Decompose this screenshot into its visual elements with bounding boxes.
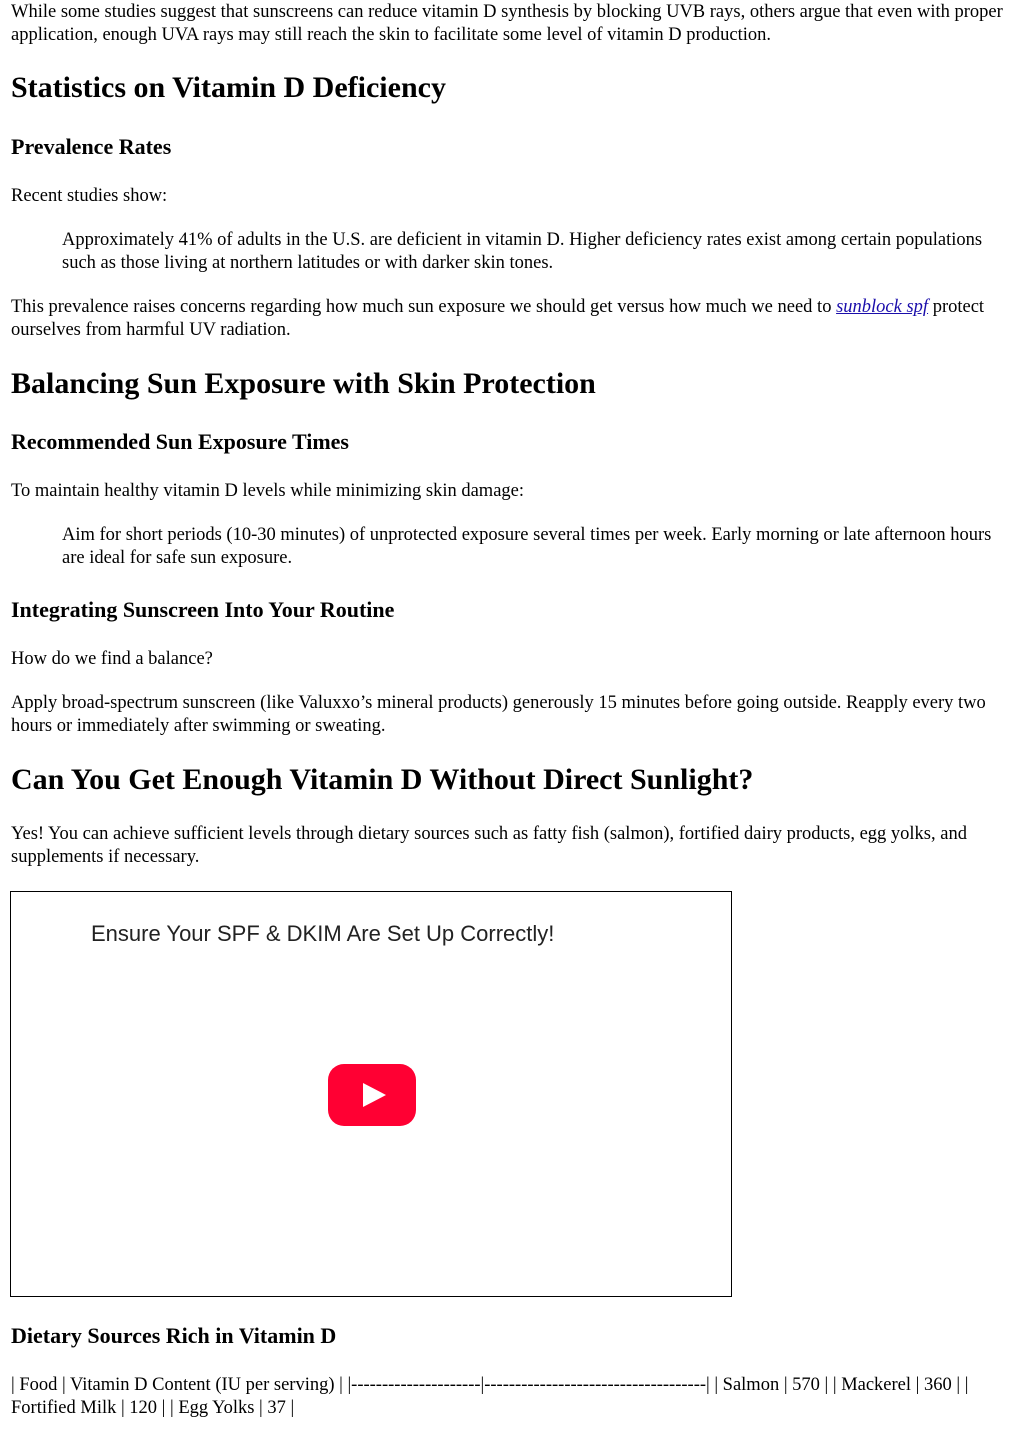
youtube-play-icon[interactable] xyxy=(328,1064,416,1126)
paragraph-prevalence-concerns xyxy=(11,296,1013,342)
play-button-graphic xyxy=(328,1064,416,1126)
lead-maintain-levels: To maintain healthy vitamin D levels while minimizing skin damage: xyxy=(11,481,525,501)
subheading-integrating-sunscreen: Integrating Sunscreen Into Your Routine xyxy=(11,597,395,622)
video-title[interactable]: Ensure Your SPF & DKIM Are Set Up Correctly! xyxy=(91,921,555,946)
heading-without-sunlight: Can You Get Enough Vitamin D Without Direct Sunlight? xyxy=(11,763,754,796)
lead-recent-studies: Recent studies show: xyxy=(11,186,168,206)
video-embed[interactable] xyxy=(10,891,732,1297)
subheading-prevalence: Prevalence Rates xyxy=(11,134,172,159)
heading-balancing: Balancing Sun Exposure with Skin Protection xyxy=(11,367,596,400)
paragraph-dietary-sources: Yes! You can achieve sufficient levels through dietary sources such as fatty fish (salmon), fortified dairy products, egg yolks, and supplements if necessary. xyxy=(11,824,967,867)
sunblock-spf-link[interactable]: sunblock spf xyxy=(836,297,929,317)
paragraph-text-after-link: protect ourselves from harmful UV radiation. xyxy=(11,297,985,340)
subheading-dietary-sources: Dietary Sources Rich in Vitamin D xyxy=(11,1323,337,1348)
blockquote-prevalence: Approximately 41% of adults in the U.S. are deficient in vitamin D. Higher deficiency rates exist among certain populations such as those living at northern latitudes or with darker skin tones. xyxy=(62,230,983,273)
subheading-recommended-times: Recommended Sun Exposure Times xyxy=(11,429,349,454)
blockquote-exposure-times: Aim for short periods (10-30 minutes) of unprotected exposure several times per week. Early morning or late afternoon hours are ideal for safe sun exposure. xyxy=(62,525,992,568)
lead-find-balance: How do we find a balance? xyxy=(11,649,213,669)
table-text: | Food | Vitamin D Content (IU per serving) | |---------------------|------------------------------------| | Salmon | 570 | | Mackerel | 360 | | Fortified Milk | 120 | | Egg Yolks | 37 | xyxy=(11,1375,969,1418)
intro-paragraph: While some studies suggest that sunscreens can reduce vitamin D synthesis by blocking UVB rays, others argue that even with proper application, enough UVA rays may still reach the skin to facilitate some level of vitamin D production. xyxy=(11,2,1003,45)
paragraph-apply-sunscreen: Apply broad-spectrum sunscreen (like Valuxxo’s mineral products) generously 15 minutes before going outside. Reapply every two hours or immediately after swimming or sweating. xyxy=(11,693,986,736)
paragraph-text-before-link: This prevalence raises concerns regarding how much sun exposure we should get versus how much we need to xyxy=(11,297,837,317)
heading-statistics: Statistics on Vitamin D Deficiency xyxy=(11,71,446,104)
